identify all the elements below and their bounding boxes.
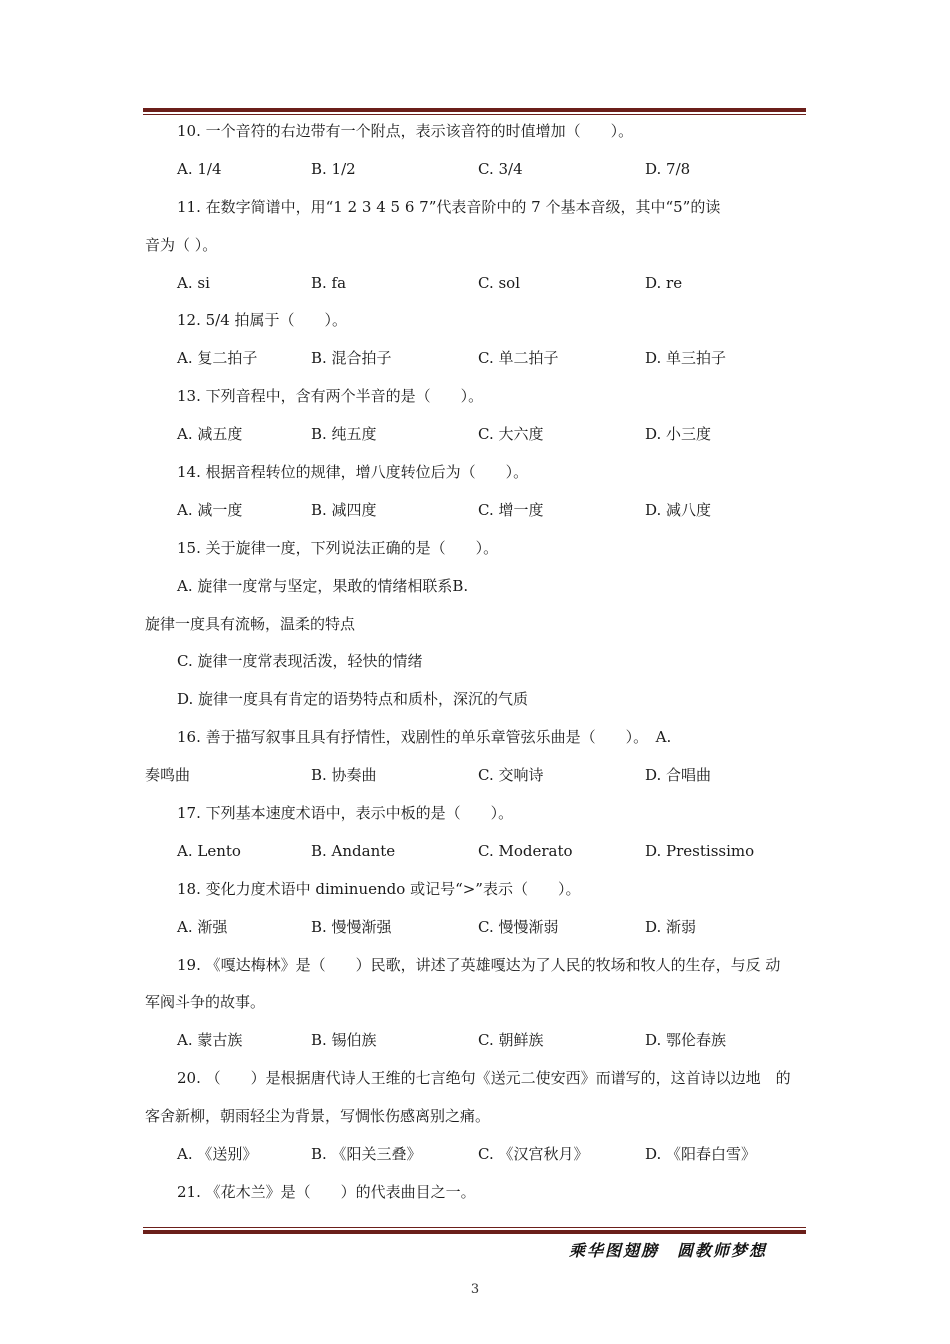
option-d: D. Prestissimo xyxy=(645,841,755,860)
option-c: C. 大六度 xyxy=(478,425,544,444)
question-stem-cont: 客舍新柳，朝雨轻尘为背景，写惆怅伤感离别之痛。 xyxy=(145,1107,491,1126)
option-d: D. 渐弱 xyxy=(645,917,697,936)
option-line: C. 旋律一度常表现活泼，轻快的情绪 xyxy=(177,652,423,671)
option-a: A. 1/4 xyxy=(177,159,222,178)
option-b: B. 1/2 xyxy=(311,159,356,178)
options-row xyxy=(145,151,805,189)
option-b: B. 协奏曲 xyxy=(311,766,377,785)
option-d: D. 7/8 xyxy=(645,159,691,178)
question-stem: 21. 《花木兰》是（ ）的代表曲目之一。 xyxy=(177,1182,476,1201)
options-row xyxy=(145,909,805,947)
question-stem-cont: 军阀斗争的故事。 xyxy=(145,993,266,1012)
option-d: D. 小三度 xyxy=(645,425,712,444)
option-a: A. si xyxy=(177,273,210,292)
question-stem: 19. 《嘎达梅林》是（ ）民歌，讲述了英雄嘎达为了人民的牧场和牧人的生存，与反 动 xyxy=(177,955,781,974)
question-stem: 20. （ ）是根据唐代诗人王维的七言绝句《送元二使安西》而谱写的，这首诗以边地 的 xyxy=(177,1069,791,1088)
option-b: B. 慢慢渐强 xyxy=(311,917,392,936)
option-d: D. 合唱曲 xyxy=(645,766,712,785)
question-stem: 18. 变化力度术语中 diminuendo 或记号“>”表示（ ）。 xyxy=(177,879,581,898)
option-d: D. 减八度 xyxy=(645,500,712,519)
option-a-cont: 奏鸣曲 xyxy=(145,766,191,785)
option-c: C. Moderato xyxy=(478,841,573,860)
option-d: D. re xyxy=(645,273,683,292)
options-row xyxy=(145,492,805,530)
footer-rule xyxy=(143,1227,806,1234)
question-stem: 12. 5/4 拍属于（ ）。 xyxy=(177,311,348,330)
option-b: B. 减四度 xyxy=(311,500,377,519)
option-a: A. 《送别》 xyxy=(177,1145,258,1164)
options-row xyxy=(145,757,805,795)
option-a: A. 减一度 xyxy=(177,500,243,519)
question-stem-cont: 音为（ ）。 xyxy=(145,235,218,254)
options-row xyxy=(145,416,805,454)
option-d: D. 《阳春白雪》 xyxy=(645,1145,757,1164)
options-row xyxy=(145,1022,805,1060)
option-c: C. sol xyxy=(478,273,521,292)
question-stem: 14. 根据音程转位的规律，增八度转位后为（ ）。 xyxy=(177,463,529,482)
question-stem: 13. 下列音程中，含有两个半音的是（ ）。 xyxy=(177,387,484,406)
option-c: C. 朝鲜族 xyxy=(478,1031,544,1050)
question-stem: 15. 关于旋律一度，下列说法正确的是（ ）。 xyxy=(177,538,499,557)
option-a: A. 复二拍子 xyxy=(177,349,258,368)
option-a: A. 蒙古族 xyxy=(177,1031,243,1050)
option-a: A. Lento xyxy=(177,841,241,860)
option-b: B. 《阳关三叠》 xyxy=(311,1145,422,1164)
footer-slogan: 乘华图翅膀 圆教师梦想 xyxy=(569,1241,768,1260)
page-number: 3 xyxy=(470,1282,480,1297)
option-d: D. 鄂伦春族 xyxy=(645,1031,727,1050)
options-row xyxy=(145,265,805,303)
options-row xyxy=(145,1136,805,1174)
option-b: B. 纯五度 xyxy=(311,425,377,444)
option-a: A. 减五度 xyxy=(177,425,243,444)
option-c: C. 慢慢渐弱 xyxy=(478,917,559,936)
question-list xyxy=(145,113,805,1212)
option-b: B. 混合拍子 xyxy=(311,349,392,368)
question-stem: 10. 一个音符的右边带有一个附点，表示该音符的时值增加（ ）。 xyxy=(177,122,634,140)
options-row xyxy=(145,833,805,871)
options-row xyxy=(145,340,805,378)
question-stem: 17. 下列基本速度术语中，表示中板的是（ ）。 xyxy=(177,804,514,823)
option-line: 旋律一度具有流畅，温柔的特点 xyxy=(145,614,356,633)
option-c: C. 交响诗 xyxy=(478,766,544,785)
option-c: C. 单二拍子 xyxy=(478,349,559,368)
option-a: A. 渐强 xyxy=(177,917,228,936)
option-c: C. 《汉宫秋月》 xyxy=(478,1145,589,1164)
option-c: C. 3/4 xyxy=(478,159,523,178)
option-b: B. Andante xyxy=(311,841,396,860)
option-line: D. 旋律一度具有肯定的语势特点和质朴，深沉的气质 xyxy=(177,690,529,709)
option-d: D. 单三拍子 xyxy=(645,349,727,368)
option-b: B. 锡伯族 xyxy=(311,1031,377,1050)
option-c: C. 增一度 xyxy=(478,500,544,519)
question-stem: 16. 善于描写叙事且具有抒情性，戏剧性的单乐章管弦乐曲是（ ）。 A. xyxy=(177,728,672,747)
question-stem: 11. 在数字简谱中，用“1 2 3 4 5 6 7”代表音阶中的 7 个基本音级，其中“5”的读 xyxy=(177,197,721,216)
option-b: B. fa xyxy=(311,273,347,292)
option-line: A. 旋律一度常与坚定，果敢的情绪相联系B. xyxy=(177,576,469,595)
